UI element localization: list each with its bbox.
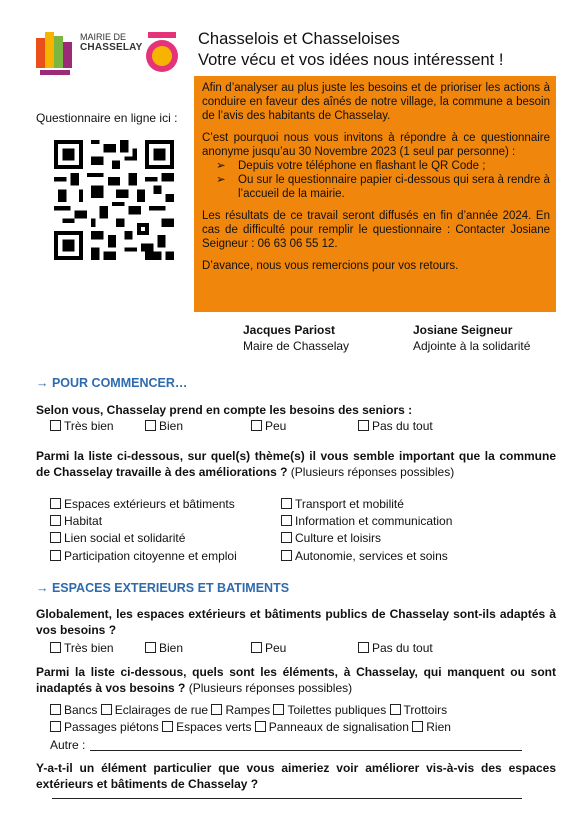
q3-option-4[interactable]: Pas du tout (358, 640, 433, 656)
question-2-hint: (Plusieurs réponses possibles) (287, 465, 455, 479)
q4-row-2 (50, 719, 451, 735)
question-3 (36, 606, 556, 638)
q4-option[interactable]: Bancs (50, 703, 97, 717)
intro-paragraph-2: C’est pourquoi nous vous invitons à répondre à ce questionnaire anonyme jusqu’au 30 Novembre 2023 (1 seul par personne) : (202, 132, 550, 158)
q4-other-input[interactable] (90, 750, 522, 751)
section-heading-outdoor: → ESPACES EXTERIEURS ET BATIMENTS (36, 581, 290, 595)
q1-option-3[interactable]: Peu (251, 418, 286, 434)
page-title: Chasselois et Chasseloises (198, 30, 400, 48)
checkbox[interactable] (251, 642, 262, 653)
q2-option-right-2[interactable]: Information et communication (281, 513, 452, 529)
q1-option-4[interactable]: Pas du tout (358, 418, 433, 434)
checkbox[interactable] (101, 704, 112, 715)
q2-option-left-4[interactable]: Participation citoyenne et emploi (50, 548, 237, 564)
q2-option-right-3[interactable]: Culture et loisirs (281, 530, 381, 546)
q4-option[interactable]: Espaces verts (162, 720, 251, 734)
question-1 (36, 402, 556, 418)
q3-option-1[interactable]: Très bien (50, 640, 114, 656)
q2-option-right-4[interactable]: Autonomie, services et soins (281, 548, 448, 564)
q3-option-3[interactable]: Peu (251, 640, 286, 656)
logo-mairie-top: MAIRIE DE (80, 32, 127, 42)
intro-paragraph-3: Les résultats de ce travail seront diffusés en fin d’année 2024. En cas de difficulté pour remplir le questionnaire : Contacter Josiane Seigneur : 06 63 06 55 12. (202, 210, 550, 250)
question-2-text: Parmi la liste ci-dessous, sur quel(s) thème(s) il vous semble important que la commune de Chasselay travaille à des améliorations ? (36, 449, 556, 479)
q4-other-label: Autre : (50, 738, 86, 752)
q5-answer-input[interactable] (52, 798, 522, 799)
question-4-text: Parmi la liste ci-dessous, quels sont les éléments, à Chasselay, qui manquent ou sont inadaptés à vos besoins ? (36, 665, 556, 695)
signature-role: Adjointe à la solidarité (413, 339, 531, 353)
q2-option-left-1[interactable]: Espaces extérieurs et bâtiments (50, 496, 235, 512)
question-1-text: Selon vous, Chasselay prend en compte les besoins des seniors : (36, 403, 413, 417)
checkbox[interactable] (50, 515, 61, 526)
checkbox[interactable] (281, 550, 292, 561)
question-2 (36, 448, 556, 480)
page-subtitle: Votre vécu et vos idées nous intéressent ! (198, 51, 504, 69)
checkbox[interactable] (145, 420, 156, 431)
checkbox[interactable] (251, 420, 262, 431)
intro-bullet-paper: ➢ Ou sur le questionnaire papier ci-dessous qui sera à rendre à l’accueil de la mairie. (216, 173, 550, 201)
checkbox[interactable] (50, 704, 61, 715)
q2-option-left-3[interactable]: Lien social et solidarité (50, 530, 185, 546)
intro-bullet-qr: ➢ Depuis votre téléphone en flashant le QR Code ; (216, 159, 550, 173)
checkbox[interactable] (281, 498, 292, 509)
question-4 (36, 664, 556, 696)
q2-option-right-1[interactable]: Transport et mobilité (281, 496, 404, 512)
mairie-logo (36, 30, 143, 76)
q4-option[interactable]: Eclairages de rue (101, 703, 208, 717)
checkbox[interactable] (50, 642, 61, 653)
checkbox[interactable] (145, 642, 156, 653)
checkbox[interactable] (390, 704, 401, 715)
mairie-logo-icon (36, 30, 74, 76)
signature-mayor (243, 322, 349, 354)
qr-label: Questionnaire en ligne ici : (36, 111, 178, 125)
signature-name: Josiane Seigneur (413, 323, 513, 337)
q3-option-2[interactable]: Bien (145, 640, 183, 656)
intro-paragraph-4: D’avance, nous vous remercions pour vos retours. (202, 260, 459, 272)
question-5 (36, 760, 556, 792)
q4-option[interactable]: Passages piétons (50, 720, 159, 734)
checkbox[interactable] (255, 721, 266, 732)
q1-option-2[interactable]: Bien (145, 418, 183, 434)
checkbox[interactable] (50, 498, 61, 509)
q4-option[interactable]: Rampes (211, 703, 270, 717)
signature-name: Jacques Pariost (243, 323, 336, 337)
checkbox[interactable] (162, 721, 173, 732)
q1-option-1[interactable]: Très bien (50, 418, 114, 434)
checkbox[interactable] (281, 515, 292, 526)
signature-deputy (413, 322, 530, 354)
question-3-text: Globalement, les espaces extérieurs et bâtiments publics de Chasselay sont-ils adaptés à vos besoins ? (36, 607, 556, 637)
q4-option[interactable]: Rien (412, 720, 451, 734)
aines-logo (144, 30, 180, 76)
checkbox[interactable] (50, 420, 61, 431)
checkbox[interactable] (358, 642, 369, 653)
intro-box (194, 76, 556, 312)
checkbox[interactable] (211, 704, 222, 715)
section-heading-start: → POUR COMMENCER… (36, 376, 188, 390)
question-4-hint: (Plusieurs réponses possibles) (185, 681, 353, 695)
checkbox[interactable] (50, 721, 61, 732)
checkbox[interactable] (273, 704, 284, 715)
checkbox[interactable] (281, 532, 292, 543)
intro-paragraph-1: Afin d’analyser au plus juste les besoins et de prioriser les actions à conduire en faveur des aînés de notre village, la commune a besoin de l’avis des habitants de Chasselay. (202, 82, 550, 122)
qr-code-icon[interactable] (54, 140, 174, 260)
aines-logo-icon (144, 30, 180, 76)
question-5-text: Y-a-t-il un élément particulier que vous aimeriez voir améliorer vis-à-vis des espaces extérieurs et bâtiments de Chasselay ? (36, 761, 556, 791)
checkbox[interactable] (50, 550, 61, 561)
signature-role: Maire de Chasselay (243, 339, 350, 353)
logo-mairie-name: CHASSELAY (80, 42, 143, 53)
checkbox[interactable] (50, 532, 61, 543)
checkbox[interactable] (358, 420, 369, 431)
q2-option-left-2[interactable]: Habitat (50, 513, 102, 529)
intro-bullets (216, 159, 550, 201)
q4-row-1 (50, 702, 447, 718)
q4-option[interactable]: Toilettes publiques (273, 703, 386, 717)
checkbox[interactable] (412, 721, 423, 732)
q4-option[interactable]: Trottoirs (390, 703, 448, 717)
q4-option[interactable]: Panneaux de signalisation (255, 720, 409, 734)
